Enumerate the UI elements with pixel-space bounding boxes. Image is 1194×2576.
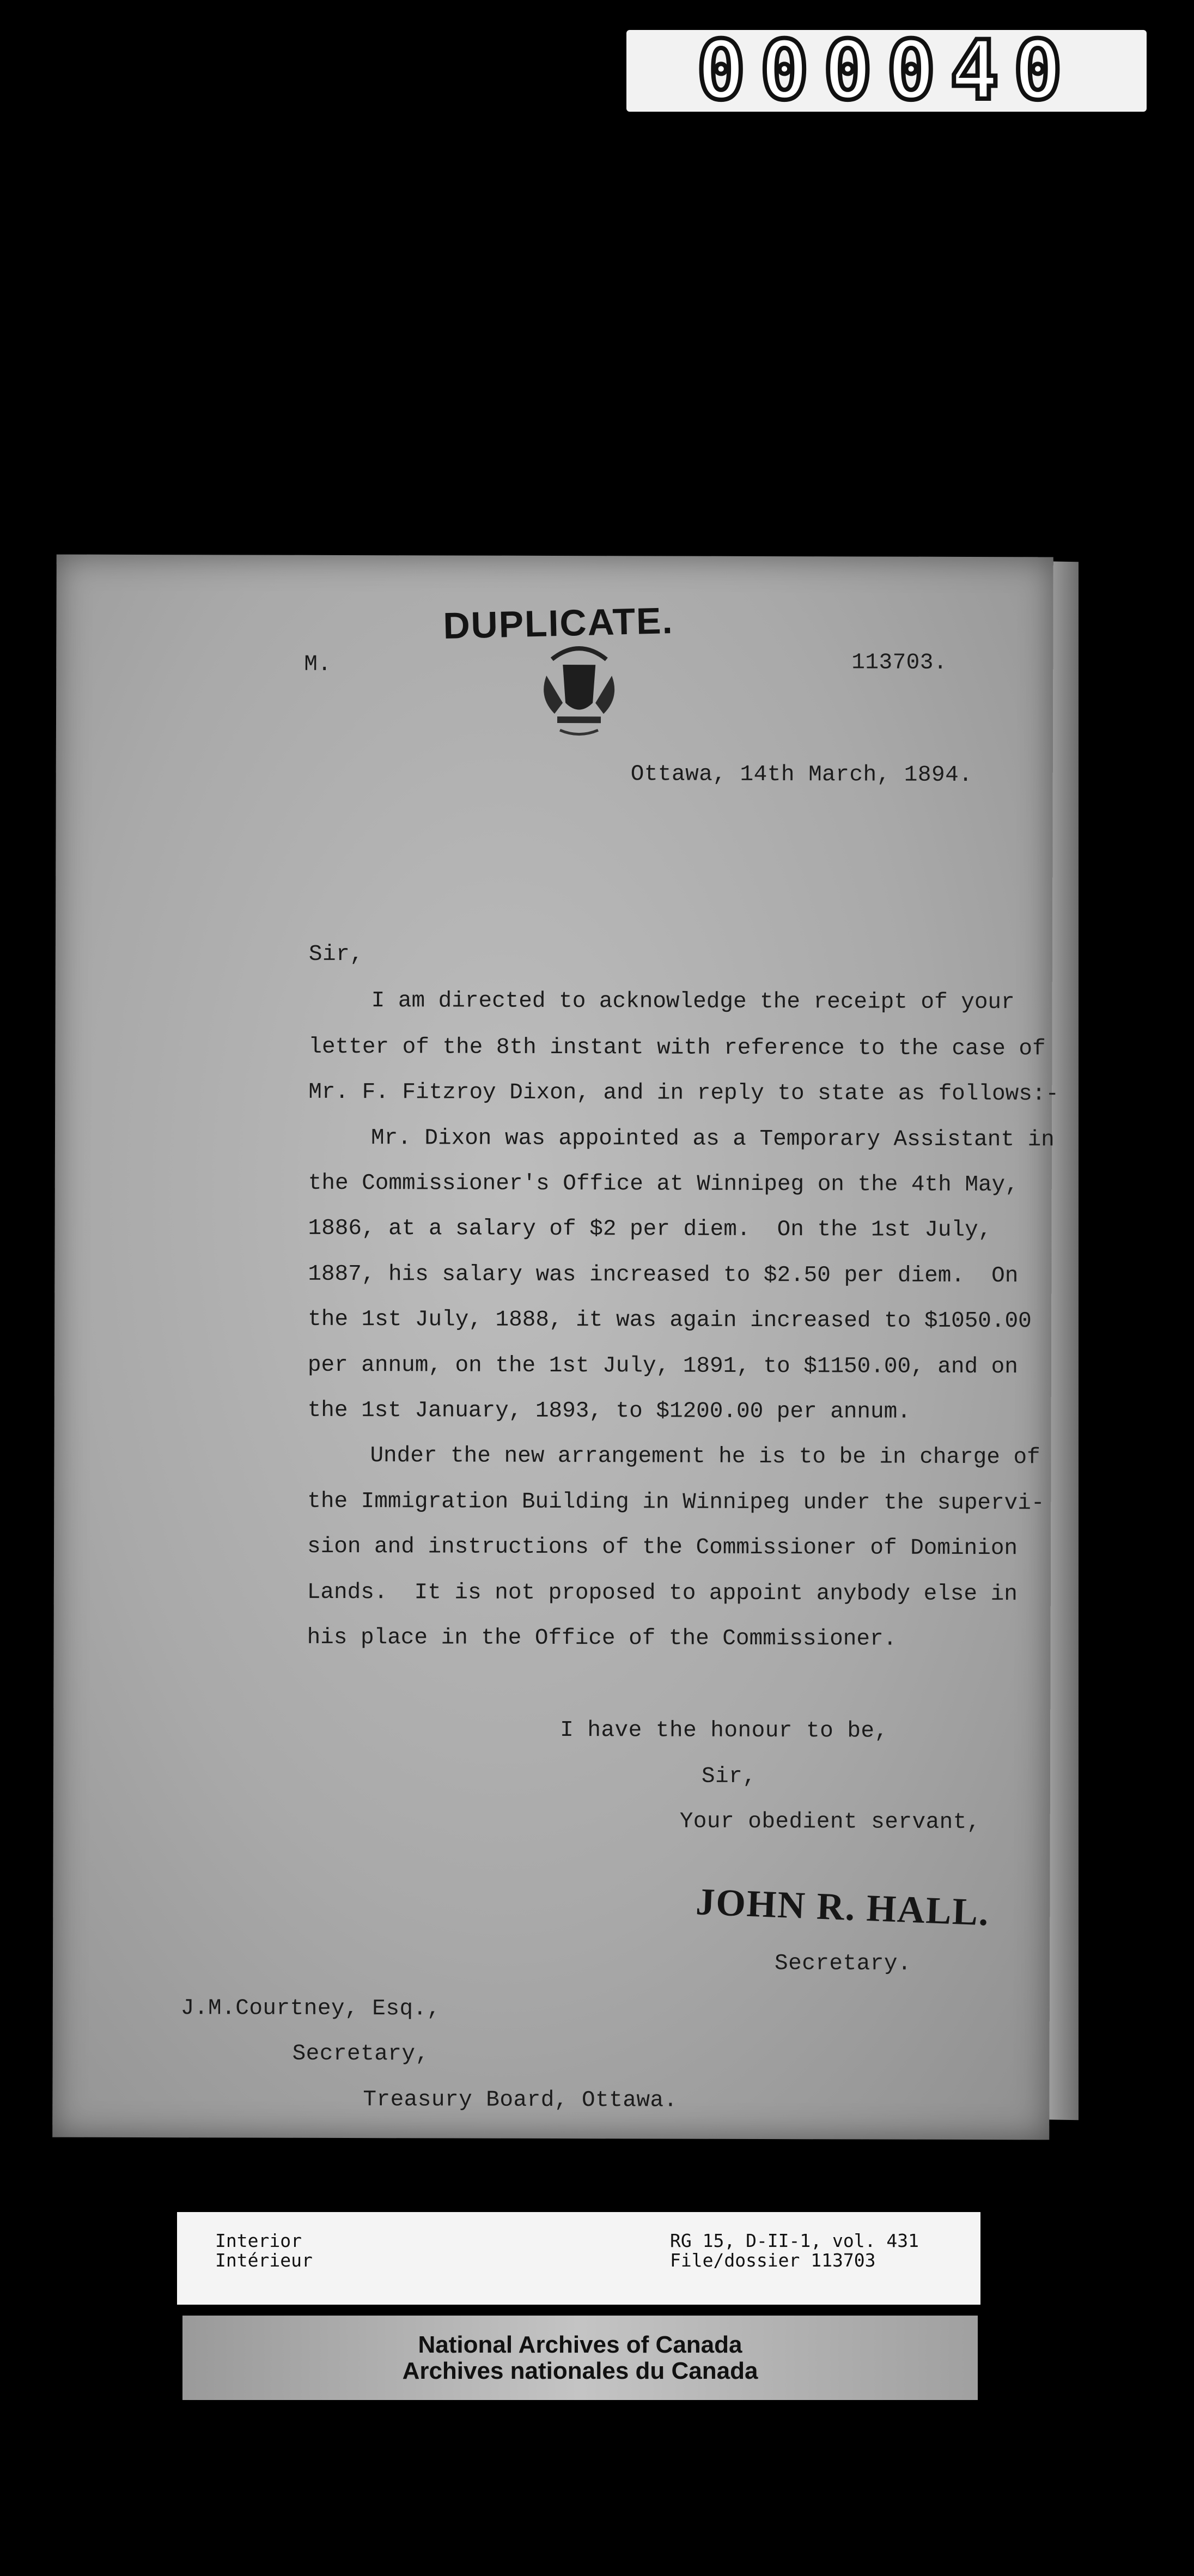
body-line: sion and instructions of the Commissioner of Dominion <box>307 1534 1018 1562</box>
body-line: the Immigration Building in Winnipeg under the supervi- <box>307 1489 1045 1516</box>
department-name: Interior <box>215 2230 302 2251</box>
addressee-line: J.M.Courtney, Esq., <box>180 1996 441 2022</box>
file-number: File/dossier 113703 <box>670 2250 876 2271</box>
duplicate-stamp: DUPLICATE. <box>442 600 674 647</box>
department-crest-icon <box>530 637 628 741</box>
archives-name-en: National Archives of Canada <box>418 2331 742 2358</box>
body-line: I am directed to acknowledge the receipt of your <box>371 988 1015 1016</box>
body-line: the 1st January, 1893, to $1200.00 per annum. <box>307 1398 911 1425</box>
ref-left: M. <box>304 652 332 677</box>
body-line: Under the new arrangement he is to be in charge of <box>370 1443 1040 1471</box>
department-name-fr: Intérieur <box>215 2250 313 2271</box>
closing-line: I have the honour to be, <box>560 1718 888 1744</box>
signatory-title: Secretary. <box>774 1951 912 1977</box>
archives-name-fr: Archives nationales du Canada <box>402 2358 758 2384</box>
body-line: per annum, on the 1st July, 1891, to $1150.00, and on <box>307 1352 1018 1380</box>
letter-page <box>52 555 1059 2140</box>
archive-reference-label <box>177 2212 980 2305</box>
closing-line: Your obedient servant, <box>679 1809 981 1836</box>
frame-number: 000040 <box>696 23 1077 118</box>
body-line: 1887, his salary was increased to $2.50 per diem. On <box>308 1261 1019 1289</box>
salutation: Sir, <box>308 941 364 968</box>
addressee-line: Secretary, <box>292 2041 429 2067</box>
body-line: the Commissioner's Office at Winnipeg on the 4th May, <box>308 1170 1019 1198</box>
signature: JOHN R. HALL. <box>695 1881 990 1934</box>
ref-number: 113703. <box>851 650 948 676</box>
body-line: his place in the Office of the Commissioner. <box>307 1625 897 1652</box>
body-line: Lands. It is not proposed to appoint anybody else in <box>307 1579 1018 1607</box>
body-line: Mr. F. Fitzroy Dixon, and in reply to state as follows:- <box>308 1079 1059 1107</box>
closing-line: Sir, <box>701 1764 757 1789</box>
letter-date: Ottawa, 14th March, 1894. <box>630 762 973 788</box>
archives-banner <box>182 2316 978 2400</box>
addressee-line: Treasury Board, Ottawa. <box>363 2087 678 2113</box>
body-line: letter of the 8th instant with reference to the case of <box>308 1034 1046 1062</box>
body-line: Mr. Dixon was appointed as a Temporary Assistant in <box>370 1126 1055 1153</box>
record-group: RG 15, D-II-1, vol. 431 <box>670 2230 919 2251</box>
body-line: 1886, at a salary of $2 per diem. On the 1st July, <box>308 1216 992 1243</box>
body-line: the 1st July, 1888, it was again increased to $1050.00 <box>308 1307 1032 1334</box>
frame-counter <box>626 23 1147 118</box>
